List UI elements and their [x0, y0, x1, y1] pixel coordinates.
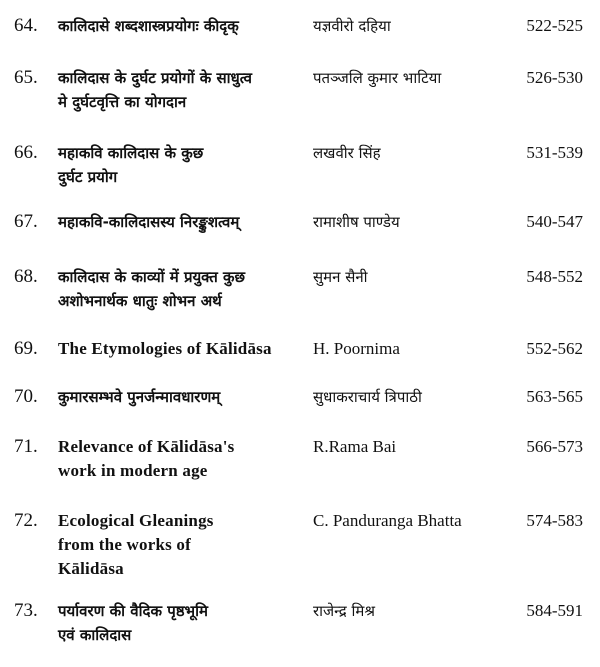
entry-number: 65. — [14, 67, 38, 88]
entry-title-line: दुर्घट प्रयोग — [58, 168, 118, 186]
entry-number: 64. — [14, 15, 38, 36]
entry-pages: 552-562 — [526, 339, 583, 358]
entry-title-line: महाकवि-कालिदासस्य निरङ्कुशत्वम् — [58, 213, 240, 231]
entry-pages: 526-530 — [526, 68, 583, 87]
entry-title — [58, 435, 303, 483]
entry-number: 66. — [14, 142, 38, 163]
entry-pages: 584-591 — [526, 601, 583, 620]
entry-title — [58, 337, 303, 361]
entry-title — [58, 66, 303, 114]
entry-pages: 563-565 — [526, 387, 583, 406]
entry-title — [58, 141, 303, 189]
entry-title — [58, 509, 303, 581]
entry-author: लखवीर सिंह — [313, 144, 381, 162]
entry-number: 72. — [14, 510, 38, 531]
entry-title-line: मे दुर्घटवृत्ति का योगदान — [58, 93, 187, 111]
entry-title — [58, 14, 303, 38]
entry-author: R.Rama Bai — [313, 437, 397, 456]
entry-title-line: कालिदासे शब्दशास्त्रप्रयोगः कीदृक् — [58, 17, 239, 35]
entry-number: 69. — [14, 338, 38, 359]
entry-number: 71. — [14, 436, 38, 457]
entry-title-line: Relevance of Kālidāsa's — [58, 437, 235, 456]
entry-title-line: from the works of — [58, 535, 191, 554]
entry-title-line: work in modern age — [58, 461, 208, 480]
entry-author: पतञ्जलि कुमार भाटिया — [313, 69, 442, 87]
entry-title-line: Kālidāsa — [58, 559, 124, 578]
entry-number: 73. — [14, 600, 38, 621]
entry-title — [58, 599, 303, 647]
entry-author: यज्ञवीरो दहिया — [313, 17, 391, 35]
entry-author: H. Poornima — [313, 339, 400, 358]
entry-title-line: The Etymologies of Kālidāsa — [58, 339, 272, 358]
entry-pages: 574-583 — [526, 511, 583, 530]
entry-title — [58, 385, 303, 409]
entry-title-line: कालिदास के दुर्घट प्रयोगों के साधुत्व — [58, 69, 253, 87]
entry-number: 67. — [14, 211, 38, 232]
entry-pages: 522-525 — [526, 16, 583, 35]
entry-author: रामाशीष पाण्डेय — [313, 213, 400, 231]
entry-title-line: कुमारसम्भवे पुनर्जन्मावधारणम् — [58, 388, 221, 406]
entry-title-line: महाकवि कालिदास के कुछ — [58, 144, 204, 162]
entry-author: सुधाकराचार्य त्रिपाठी — [313, 388, 422, 406]
entry-author: राजेन्द्र मिश्र — [313, 602, 375, 620]
entry-pages: 540-547 — [526, 212, 583, 231]
entry-title — [58, 210, 303, 234]
entry-title-line: एवं कालिदास — [58, 626, 132, 644]
entry-author: सुमन सैनी — [313, 268, 368, 286]
entry-number: 68. — [14, 266, 38, 287]
entry-title-line: कालिदास के काव्यों में प्रयुक्त कुछ — [58, 268, 246, 286]
entry-author: C. Panduranga Bhatta — [313, 511, 462, 530]
entry-title-line: Ecological Gleanings — [58, 511, 214, 530]
entry-pages: 548-552 — [526, 267, 583, 286]
entry-pages: 566-573 — [526, 437, 583, 456]
entry-title-line: पर्यावरण की वैदिक पृष्ठभूमि — [58, 602, 208, 620]
entry-pages: 531-539 — [526, 143, 583, 162]
entry-title — [58, 265, 303, 313]
entry-number: 70. — [14, 386, 38, 407]
entry-title-line: अशोभनार्थक धातुः शोभन अर्थ — [58, 292, 222, 310]
